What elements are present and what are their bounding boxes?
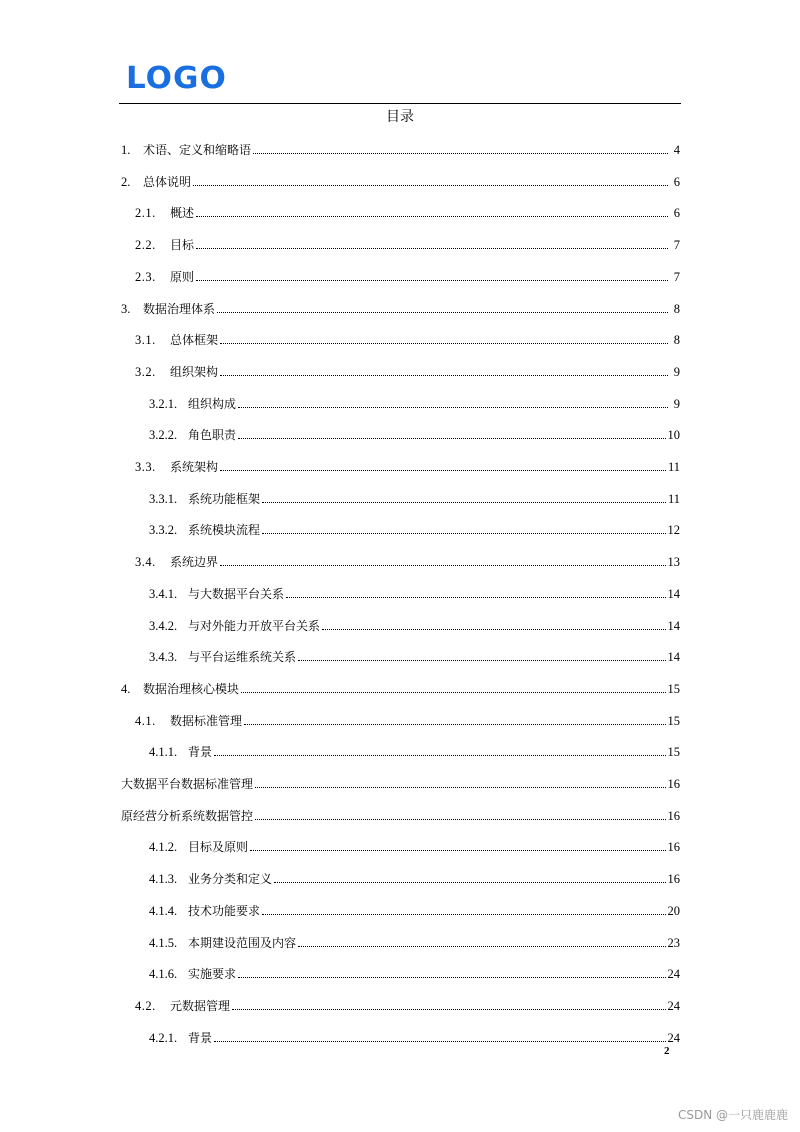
watermark: CSDN @一只鹿鹿鹿 <box>677 1108 788 1122</box>
toc-entry[interactable] <box>135 546 680 570</box>
toc-entry-title: 本期建设范围及内容 <box>188 935 297 950</box>
toc-entry-number: 4.1. <box>135 713 156 728</box>
toc-entry[interactable] <box>135 705 680 729</box>
toc-entry-number: 3.4. <box>135 555 156 570</box>
toc-leader-dots <box>255 818 665 820</box>
toc-entry[interactable] <box>149 736 680 760</box>
toc-entry-number: 3.4.3. <box>149 650 178 665</box>
toc-leader-dots <box>193 184 668 186</box>
toc-entry-title: 总体说明 <box>143 174 192 189</box>
toc-entry-page: 7 <box>673 269 680 284</box>
toc-entry[interactable] <box>135 324 680 348</box>
toc-entry[interactable] <box>135 451 680 475</box>
toc-entry-page: 9 <box>673 364 680 379</box>
toc-entry[interactable] <box>135 261 680 285</box>
toc-leader-dots <box>250 849 665 851</box>
toc-entry-page: 7 <box>673 238 680 253</box>
toc-entry[interactable] <box>121 800 680 824</box>
header-divider <box>119 103 681 104</box>
toc-entry-title: 技术功能要求 <box>188 903 261 918</box>
toc-entry-number: 3.3.2. <box>149 523 178 538</box>
toc-leader-dots <box>298 945 665 947</box>
toc-entry-page: 6 <box>673 174 680 189</box>
toc-leader-dots <box>262 501 666 503</box>
toc-entry-title: 数据治理核心模块 <box>143 681 240 696</box>
toc-leader-dots <box>220 564 665 566</box>
toc-entry[interactable] <box>135 356 680 380</box>
toc-entry-number: 3.4.2. <box>149 618 178 633</box>
toc-entry-title: 数据标准管理 <box>170 713 243 728</box>
toc-entry-number: 3.2.2. <box>149 428 178 443</box>
toc-entry[interactable] <box>149 483 680 507</box>
toc-entry[interactable] <box>149 419 680 443</box>
toc-entry-page: 24 <box>667 998 680 1013</box>
toc-entry-title: 与平台运维系统关系 <box>188 650 297 665</box>
logo: LOGO <box>126 60 227 96</box>
toc-entry-number: 2. <box>121 174 131 189</box>
toc-entry[interactable] <box>149 831 680 855</box>
toc-leader-dots <box>262 913 665 915</box>
toc-entry[interactable] <box>121 134 680 158</box>
toc-entry-title: 实施要求 <box>188 967 237 982</box>
toc-entry-title: 系统模块流程 <box>188 523 261 538</box>
toc-entry-page: 14 <box>667 586 680 601</box>
toc-entry-title: 与对外能力开放平台关系 <box>188 618 321 633</box>
toc-leader-dots <box>220 374 668 376</box>
toc-entry-title: 与大数据平台关系 <box>188 586 285 601</box>
toc-entry-title: 系统功能框架 <box>188 491 261 506</box>
toc-entry[interactable] <box>149 578 680 602</box>
toc-entry-page: 4 <box>673 143 680 157</box>
toc-entry-page: 9 <box>673 396 680 411</box>
toc-title: 目录 <box>386 110 414 125</box>
toc-entry[interactable] <box>135 229 680 253</box>
toc-entry[interactable] <box>135 197 680 221</box>
toc-leader-dots <box>220 342 668 344</box>
toc-entry-title: 组织构成 <box>188 396 237 411</box>
toc-entry-page: 6 <box>673 206 680 221</box>
toc-entry-number: 4.1.4. <box>149 903 178 918</box>
toc-entry-number: 2.3. <box>135 269 156 284</box>
toc-entry-page: 15 <box>667 745 680 760</box>
toc-entry[interactable] <box>149 388 680 412</box>
toc-entry-number: 3.1. <box>135 333 156 348</box>
toc-entry-page: 10 <box>667 428 680 443</box>
toc-leader-dots <box>220 469 666 471</box>
toc-entry[interactable] <box>135 990 680 1014</box>
toc-entry-number: 4.1.5. <box>149 935 178 950</box>
toc-entry[interactable] <box>121 768 680 792</box>
toc-entry-title: 系统架构 <box>170 460 219 474</box>
toc-entry-title: 总体框架 <box>170 333 219 348</box>
toc-entry-page: 11 <box>667 491 680 506</box>
toc-entry-page: 14 <box>667 618 680 633</box>
toc-entry-page: 16 <box>667 777 680 791</box>
toc-entry-page: 8 <box>673 301 680 316</box>
toc-leader-dots <box>255 786 665 788</box>
toc-entry-title: 背景 <box>188 1030 213 1045</box>
toc-entry-title: 目标 <box>170 238 195 253</box>
toc-entry-title: 目标及原则 <box>188 840 249 855</box>
toc-leader-dots <box>196 215 668 217</box>
toc-entry-number: 4. <box>121 681 131 696</box>
toc-entry-page: 13 <box>667 555 680 570</box>
toc-leader-dots <box>214 1040 665 1042</box>
toc-entry-number: 3.4.1. <box>149 586 178 601</box>
toc-entry[interactable] <box>121 673 680 697</box>
toc-leader-dots <box>238 976 665 978</box>
toc-entry[interactable] <box>149 958 680 982</box>
toc-entry-page: 16 <box>667 840 680 855</box>
toc-entry-page: 16 <box>667 872 680 887</box>
toc-entry-title: 原则 <box>170 269 195 284</box>
toc-entry[interactable] <box>149 514 680 538</box>
toc-entry-title: 元数据管理 <box>170 998 231 1013</box>
toc-entry-number: 2.2. <box>135 238 156 253</box>
toc-leader-dots <box>196 247 668 249</box>
toc-entry-number: 3. <box>121 301 131 316</box>
toc-entry[interactable] <box>121 293 680 317</box>
toc-entry-page: 15 <box>667 713 680 728</box>
toc-entry[interactable] <box>149 863 680 887</box>
toc-entry-page: 24 <box>667 1030 680 1045</box>
toc-entry-number: 1. <box>121 143 131 157</box>
toc-entry-title: 大数据平台数据标准管理 <box>121 777 254 791</box>
toc-entry-page: 20 <box>667 903 680 918</box>
toc-entry-title: 数据治理体系 <box>143 301 216 316</box>
toc-entry-number: 2.1. <box>135 206 156 221</box>
toc-leader-dots <box>253 152 668 154</box>
toc-entry-number: 3.2. <box>135 364 156 379</box>
toc-leader-dots <box>238 406 668 408</box>
toc-entry-title: 业务分类和定义 <box>188 872 273 887</box>
toc-entry-page: 11 <box>667 460 680 474</box>
toc-entry-page: 12 <box>667 523 680 538</box>
toc-leader-dots <box>274 881 665 883</box>
toc-leader-dots <box>196 279 668 281</box>
toc-leader-dots <box>238 437 665 439</box>
toc-entry-title: 术语、定义和缩略语 <box>143 143 252 157</box>
toc-entry-number: 4.1.2. <box>149 840 178 855</box>
toc-entry-number: 4.1.3. <box>149 872 178 887</box>
toc-leader-dots <box>244 723 665 725</box>
toc-leader-dots <box>322 628 665 630</box>
toc-entry[interactable] <box>149 895 680 919</box>
toc-entry-title: 组织架构 <box>170 364 219 379</box>
page-number: 2 <box>664 1045 670 1057</box>
toc-leader-dots <box>241 691 665 693</box>
toc-entry-page: 16 <box>667 808 680 823</box>
toc-leader-dots <box>214 754 665 756</box>
toc-entry-number: 4.1.6. <box>149 967 178 982</box>
toc-entry-page: 8 <box>673 333 680 348</box>
toc-entry[interactable] <box>149 927 680 951</box>
toc-entry-title: 概述 <box>170 206 195 221</box>
toc-entry[interactable] <box>149 1022 680 1046</box>
toc-entry-page: 14 <box>667 650 680 665</box>
toc-entry-number: 4.2.1. <box>149 1030 178 1045</box>
toc-entry-number: 3.3.1. <box>149 491 178 506</box>
toc-entry[interactable] <box>149 641 680 665</box>
toc-entry-title: 系统边界 <box>170 555 219 570</box>
toc-entry-title: 背景 <box>188 745 213 760</box>
toc-entry-number: 4.1.1. <box>149 745 178 760</box>
toc-entry-page: 23 <box>667 935 680 950</box>
toc-leader-dots <box>298 659 665 661</box>
toc-leader-dots <box>262 532 665 534</box>
toc-entry-page: 15 <box>667 681 680 696</box>
toc-leader-dots <box>286 596 665 598</box>
toc-entry-title: 角色职责 <box>188 428 237 443</box>
toc-entry[interactable] <box>149 610 680 634</box>
toc-leader-dots <box>232 1008 665 1010</box>
toc-leader-dots <box>217 311 668 313</box>
toc-entry-number: 4.2. <box>135 998 156 1013</box>
toc-entry-number: 3.2.1. <box>149 396 178 411</box>
toc-entry-number: 3.3. <box>135 460 156 474</box>
toc-entry-page: 24 <box>667 967 680 982</box>
toc-entry[interactable] <box>121 166 680 190</box>
toc-entry-title: 原经营分析系统数据管控 <box>121 808 254 823</box>
